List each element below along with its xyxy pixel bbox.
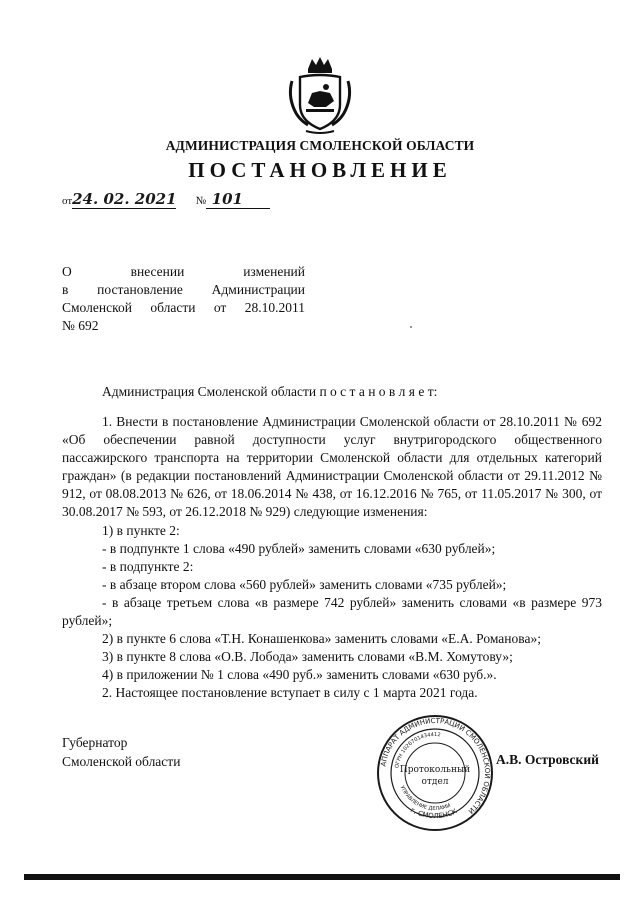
date-value: 24. 02. 2021 — [72, 190, 177, 208]
official-stamp-icon — [376, 714, 494, 832]
bottom-divider — [24, 874, 620, 880]
number-value: 101 — [211, 190, 243, 208]
body-paragraph: - в подпункте 2: — [102, 558, 194, 574]
stamp-inner-right-text: ОГРН 1026701434412 — [394, 731, 442, 769]
body-paragraph: 2. Настоящее постановление вступает в силу с 1 марта 2021 года. — [102, 685, 478, 701]
body-paragraph: 1) в пункте 2: — [102, 522, 180, 538]
stamp-bottom-text: г. СМОЛЕНСК — [409, 806, 459, 821]
body-paragraph: 1. Внести в постановление Администрации Смоленской области от 28.10.2011 № 692 «Об обеспечении равной доступности услуг внутригородского общественного пассажирского транспорта на территории Смоленской области для отдельных категорий граждан» (в редакции постановлений Администрации Смоленской области от 29.11.2012 № 912, от 08.08.2013 № 626, от 18.06.2014 № 438, от 16.12.2016 № 765, от 11.05.2017 № 300, от 30.08.2017 № 593, от 26.12.2018 № 929) следующие изменения: — [62, 414, 602, 520]
resolution-intro: Администрация Смоленской области п о с т а н о в л я е т: — [102, 384, 438, 399]
date-prefix: от — [62, 195, 73, 207]
body-paragraph: - в подпункте 1 слова «490 рублей» заменить словами «630 рублей»; — [102, 540, 496, 556]
signatory-name: А.В. Островский — [496, 752, 599, 767]
signatory-position-line: Смоленской области — [62, 754, 181, 769]
document-type-title: ПОСТАНОВЛЕНИЕ — [188, 158, 452, 182]
stamp-center-line: Протокольный — [399, 765, 471, 775]
subject-line: Смоленской области от 28.10.2011 — [62, 300, 305, 315]
subject-line: в постановление Администрации — [62, 282, 305, 297]
smolensk-coat-of-arms-icon — [286, 55, 354, 135]
subject-line: № 692 — [62, 318, 99, 333]
stamp-inner-left-text: УПРАВЛЕНИЕ ДЕЛАМИ — [398, 784, 452, 813]
document-subject — [62, 263, 305, 335]
signatory-position — [62, 733, 180, 771]
organization-title: АДМИНИСТРАЦИЯ СМОЛЕНСКОЙ ОБЛАСТИ — [165, 138, 475, 153]
body-paragraph: 3) в пункте 8 слова «О.В. Лобода» заменить словами «В.М. Хомутову»; — [102, 649, 513, 665]
signatory-position-line: Губернатор — [62, 735, 128, 750]
subject-line: О внесении изменений — [62, 264, 305, 279]
body-paragraph: 4) в приложении № 1 слова «490 руб.» заменить словами «630 руб.». — [102, 667, 497, 683]
resolution-body — [62, 413, 602, 703]
date-number-line — [62, 190, 270, 209]
stamp-outer-text: АППАРАТ АДМИНИСТРАЦИИ СМОЛЕНСКОЙ ОБЛАСТИ — [379, 716, 492, 816]
number-prefix: № — [195, 195, 207, 207]
body-paragraph: 2) в пункте 6 слова «Т.Н. Конашенкова» заменить словами «Е.А. Романова»; — [102, 631, 541, 647]
stamp-center-line: отдел — [421, 777, 449, 787]
body-paragraph: - в абзаце втором слова «560 рублей» заменить словами «735 рублей»; — [102, 576, 507, 592]
body-paragraph: - в абзаце третьем слова «в размере 742 рублей» заменить словами «в размере 973 рублей»; — [62, 594, 602, 629]
scan-speck — [410, 326, 412, 328]
